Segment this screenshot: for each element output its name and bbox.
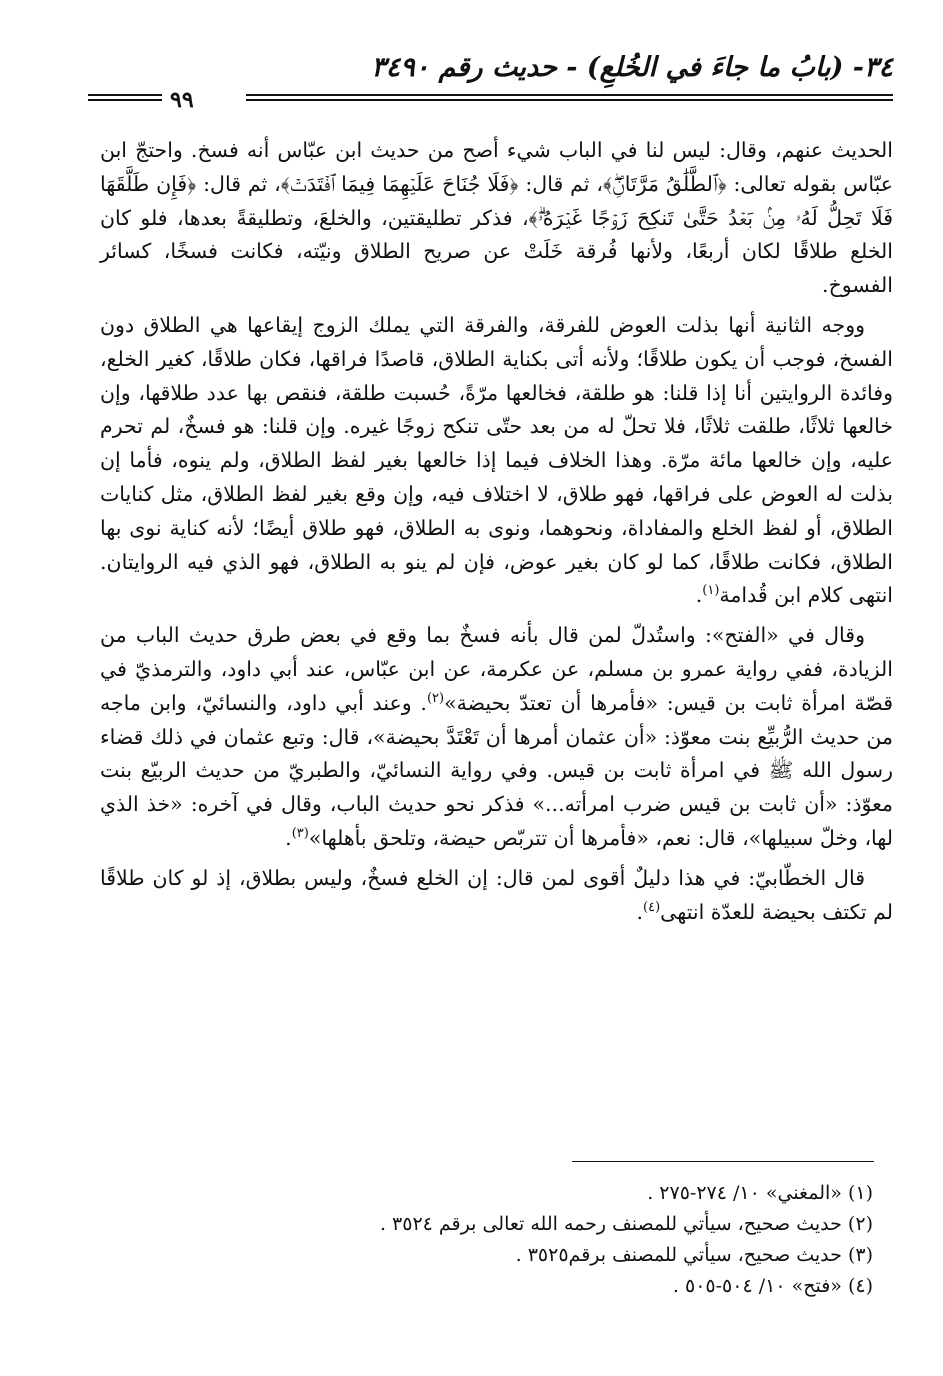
header-rule-short (88, 94, 162, 101)
main-text (100, 134, 893, 935)
paragraph-2: ووجه الثانية أنها بذلت العوض للفرقة، والفرقة التي يملك الزوج إيقاعها هي الطلاق دون الفسخ، فوجب أن يكون طلاقًا؛ ولأنه أتى بكناية الطلاق، قاصدًا فراقها، فكان طلاقًا، كغير الخلع، وفائدة الروايتين أنا إذا قلنا: هو طلقة، فخالعها مرّةً، حُسبت طلقة، فنقص بها عدد طلاقها، وإن خالعها ثلاثًا، طلقت ثلاثًا، فلا تحلّ له من بعد حتّى تنكح زوجًا غيره. وإن قلنا: هو فسخٌ، لم تحرم عليه، وإن خالعها مائة مرّة. وهذا الخلاف فيما إذا خالعها بغير لفظ الطلاق، ولم ينوه، فأما إن بذلت له العوض على فراقها، فهو طلاق، لا اختلاف فيه، وإن وقع بغير لفظ الطلاق، مثل كنايات الطلاق، أو لفظ الخلع والمفاداة، ونحوهما، ونوى به الطلاق، فهو طلاق أيضًا؛ لأنه كناية نوى بها الطلاق، فكانت طلاقًا، كما لو كان بغير عوض، فإن لم ينو به الطلاق، فهو الذي فيه الروايتان. انتهى كلام ابن قُدامة$^{(١)}$. (100, 312, 893, 608)
chapter-title: ٣٤- (بابُ ما جاءَ في الخُلعِ) - حديث رقم ٣٤٩٠ (371, 52, 893, 83)
paragraph-1: الحديث عنهم، وقال: ليس لنا في الباب شيء أصح من حديث ابن عبّاس أنه فسخ. واحتجّ ابن عبّاس بقوله تعالى: ﴿ٱلطَّلَٰقُ مَرَّتَانِۖ﴾، ثم قال: ﴿فَلَا جُنَاحَ عَلَيۡهِمَا فِيمَا ٱفۡتَدَتۡ﴾، ثم قال: ﴿فَإِن طَلَّقَهَا فَلَا تَحِلُّ لَهُۥ مِنۢ بَعۡدُ حَتَّىٰ تَنكِحَ زَوۡجًا غَيۡرَهُۥۗ﴾، فذكر تطليقتين، والخلعَ، وتطليقةً بعدها، فلو كان الخلع طلاقًا لكان أربعًا، ولأنها فُرقة خَلَتْ عن صريح الطلاق ونيّته، فكانت فسخًا، كسائر الفسوخ. (100, 138, 893, 298)
footnote-ref-4[interactable]: (٤) (643, 899, 661, 915)
footnote-ref-2[interactable]: (٢) (426, 690, 445, 706)
footnote-ref-1[interactable]: (١) (702, 583, 720, 599)
page-number: ٩٩ (170, 87, 194, 113)
footnotes (100, 1178, 873, 1302)
header-rule (246, 94, 893, 101)
footnote-2: (٢) حديث صحيح، سيأتي للمصنف رحمه الله تعالى برقم ٣٥٢٤ . (379, 1213, 873, 1235)
footnote-4: (٤) «فتح» ١٠/ ٥٠٤-٥٠٥ . (672, 1275, 873, 1297)
running-header (88, 48, 893, 113)
paragraph-4: قال الخطّابيّ: في هذا دليلٌ أقوى لمن قال: إن الخلع فسخٌ، وليس بطلاق، إذ لو كان طلاقًا لم تكتف بحيضة للعدّة انتهى$^{(٤)}$. (100, 865, 893, 924)
footnote-1: (١) «المغني» ١٠/ ٢٧٤-٢٧٥ . (647, 1182, 873, 1204)
footnote-3: (٣) حديث صحيح، سيأتي للمصنف برقم٣٥٢٥ . (515, 1244, 873, 1266)
footnote-separator (572, 1161, 874, 1162)
footnote-ref-3[interactable]: (٣) (291, 826, 309, 842)
paragraph-3: وقال في «الفتح»: واستُدلّ لمن قال بأنه فسخٌ بما وقع في بعض طرق حديث الباب من الزيادة، ففي رواية عمرو بن مسلم، عن عكرمة، عن ابن عبّاس، عند أبي داود، والترمذيّ في قصّة امرأة ثابت بن قيس: «فأمرها أن تعتدّ بحيضة»$^{(٢)}$. وعند أبي داود، والنسائيّ، وابن ماجه من حديث الرُّبيِّع بنت معوّذ: «أن عثمان أمرها أن تَعْتَدَّ بحيضة»، قال: وتبع عثمان في ذلك قضاء رسول الله ﷺ في امرأة ثابت بن قيس. وفي رواية النسائيّ، والطبريّ من حديث الربيّع بنت معوّذ: «أن ثابت بن قيس ضرب امرأته...» فذكر نحو حديث الباب، وقال في آخره: «خذ الذي لها، وخلّ سبيلها»، قال: نعم، «فأمرها أن تتربّص حيضة، وتلحق بأهلها»$^{(٣)}$. (100, 623, 893, 850)
